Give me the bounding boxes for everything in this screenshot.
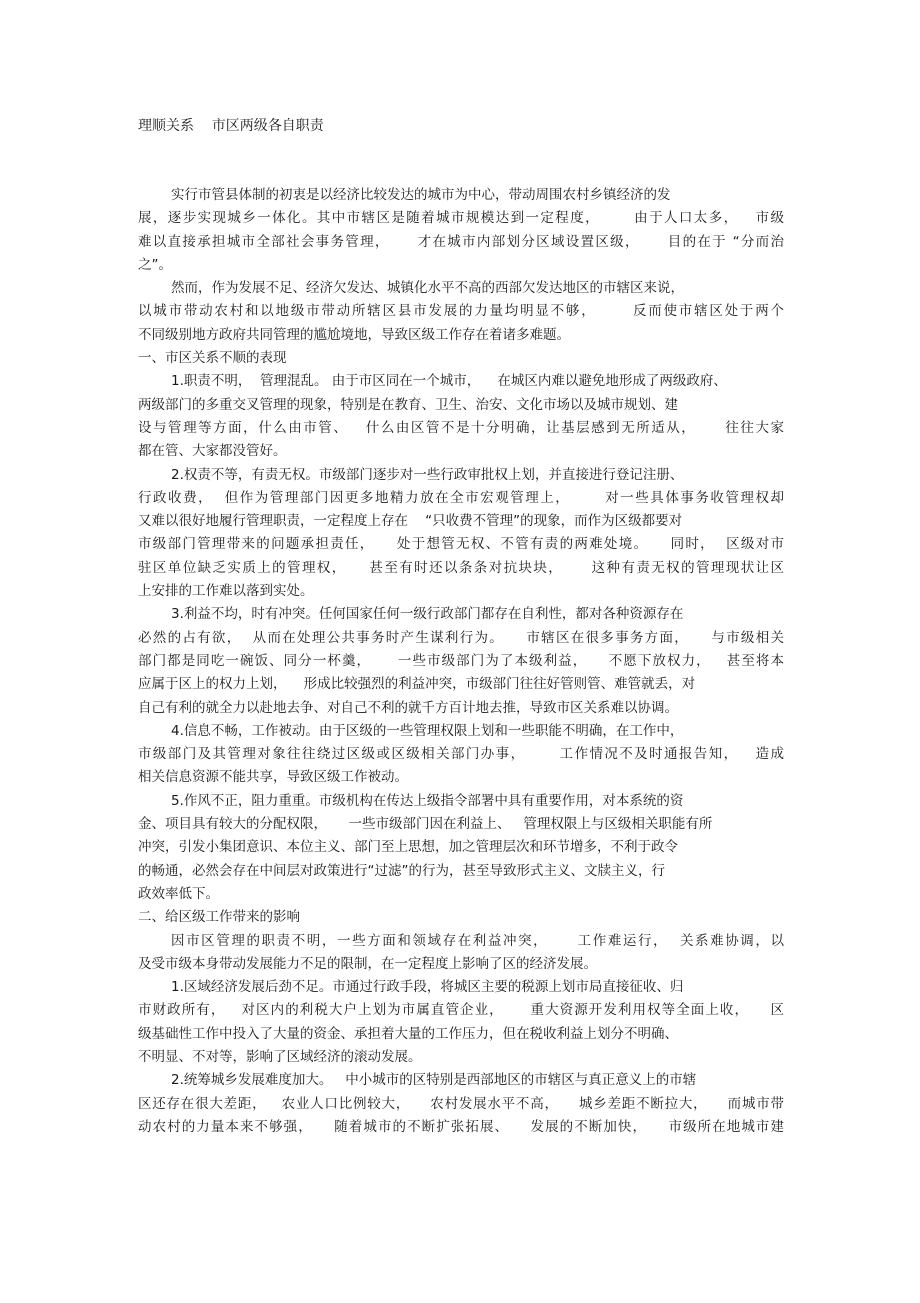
text-line: 部门都是同吃一碗饭、同分一杯羹， 一些市级部门为了本级利益， 不愿下放权力， 甚至将本 [138, 652, 784, 669]
text-line: 驻区单位缺乏实质上的管理权， 甚至有时还以条条对抗块块， 这种有责无权的管理现状让区 [138, 559, 784, 576]
text-line: 区还存在很大差距， 农业人口比例较大， 农村发展水平不高， 城乡差距不断拉大， 而城市带 [138, 1095, 784, 1112]
text-line: 必然的占有欲， 从而在处理公共事务时产生谋利行为。 市辖区在很多事务方面， 与市级相关 [138, 629, 784, 646]
text-line: 2.权责不等，有责无权。市级部门逐步对一些行政审批权上划，并直接进行登记注册、 [171, 466, 684, 483]
text-line: 市级部门管理带来的问题承担责任， 处于想管无权、不管有责的两难处境。 同时， 区级对市 [138, 536, 784, 553]
text-line: 相关信息资源不能共享，导致区级工作被动。 [138, 769, 408, 786]
text-line: 5.作风不正，阻力重重。市级机构在传达上级指令部署中具有重要作用，对本系统的资 [171, 792, 684, 809]
text-line: 1.职责不明， 管理混乱。 由于市区同在一个城市， 在城区内难以避免地形成了两级政府、 [171, 373, 727, 390]
text-line: 应属于区上的权力上划， 形成比较强烈的利益冲突，市级部门往往好管则管、难管就丢，对 [138, 676, 696, 693]
text-line: 一、市区关系不顺的表现 [138, 350, 287, 367]
text-line: 的畅通，必然会存在中间层对政策进行“过滤”的行为，甚至导致形式主义、文牍主义，行 [138, 862, 665, 879]
text-line: 金、项目具有较大的分配权限， 一些市级部门因在利益上、 管理权限上与区级相关职能有所 [138, 816, 713, 833]
text-line: 行政收费， 但作为管理部门因更多地精力放在全市宏观管理上， 对一些具体事务收管理权却 [138, 489, 784, 506]
text-line: 又难以很好地履行管理职责，一定程度上存在 “只收费不管理”的现象，而作为区级都要对 [138, 513, 683, 530]
text-line: 不明显、不对等，影响了区域经济的滚动发展。 [138, 1048, 422, 1065]
text-line: 3.利益不均，时有冲突。任何国家任何一级行政部门都存在自利性，都对各种资源存在 [171, 606, 684, 623]
text-line: 上安排的工作难以落到实处。 [138, 583, 314, 600]
document-body [138, 184, 784, 1139]
text-line: 然而，作为发展不足、经济欠发达、城镇化水平不高的西部欠发达地区的市辖区来说， [171, 280, 684, 297]
text-line: 动农村的力量本来不够强， 随着城市的不断扩张拓展、 发展的不断加快， 市级所在地城市建 [138, 1118, 784, 1135]
text-line: 市级部门及其管理对象往往绕过区级或区级相关部门办事， 工作情况不及时通报告知， 造成 [138, 746, 784, 763]
text-line: 实行市管县体制的初衷是以经济比较发达的城市为中心，带动周围农村乡镇经济的发 [171, 187, 671, 203]
text-line: 4.信息不畅，工作被动。由于区级的一些管理权限上划和一些职能不明确，在工作中， [171, 722, 684, 739]
text-line: 两级部门的多重交叉管理的现象，特别是在教育、卫生、治安、文化市场以及城市规划、建 [138, 396, 678, 413]
text-line: 级基础性工作中投入了大量的资金、承担着大量的工作压力，但在税收利益上划分不明确、 [138, 1025, 678, 1042]
text-line: 2.统筹城乡发展难度加大。 中小城市的区特别是西部地区的市辖区与真正意义上的市辖 [171, 1072, 697, 1089]
text-line: 冲突，引发小集团意识、本位主义、部门至上思想，加之管理层次和环节增多，不利于政令 [138, 839, 678, 856]
text-line: 难以直接承担城市全部社会事务管理， 才在城市内部划分区域设置区级， 目的在于 “分而治 [138, 233, 784, 250]
text-line: 展，逐步实现城乡一体化。其中市辖区是随着城市规模达到一定程度， 由于人口太多， 市级 [138, 210, 784, 227]
text-line: 不同级别地方政府共同管理的尴尬境地，导致区级工作存在着诸多难题。 [138, 326, 570, 343]
text-line: 1.区域经济发展后劲不足。市通过行政手段，将城区主要的税源上划市局直接征收、归 [171, 979, 684, 996]
text-line: 设与管理等方面，什么由市管、 什么由区管不是十分明确，让基层感到无所适从， 往往大家 [138, 419, 784, 436]
text-line: 因市区管理的职责不明，一些方面和领域存在利益冲突， 工作难运行， 关系难协调，以 [171, 932, 784, 949]
text-line: 二、给区级工作带来的影响 [138, 909, 300, 926]
text-line: 市财政所有， 对区内的利税大户上划为市属直管企业， 重大资源开发利用权等全面上收， 区 [138, 1002, 784, 1019]
text-line: 都在管、大家都没管好。 [138, 443, 287, 460]
text-line: 之”。 [138, 256, 172, 273]
text-line: 及受市级本身带动发展能力不足的限制，在一定程度上影响了区的经济发展。 [138, 955, 597, 972]
document-title: 理顺关系 市区两级各自职责 [138, 118, 324, 134]
text-line: 自己有利的就全力以赴地去争、对自己不利的就千方百计地去推，导致市区关系难以协调。 [138, 699, 678, 716]
text-line: 政效率低下。 [138, 885, 219, 902]
text-line: 以城市带动农村和以地级市带动所辖区县市发展的力量均明显不够， 反而使市辖区处于两个 [138, 303, 784, 320]
